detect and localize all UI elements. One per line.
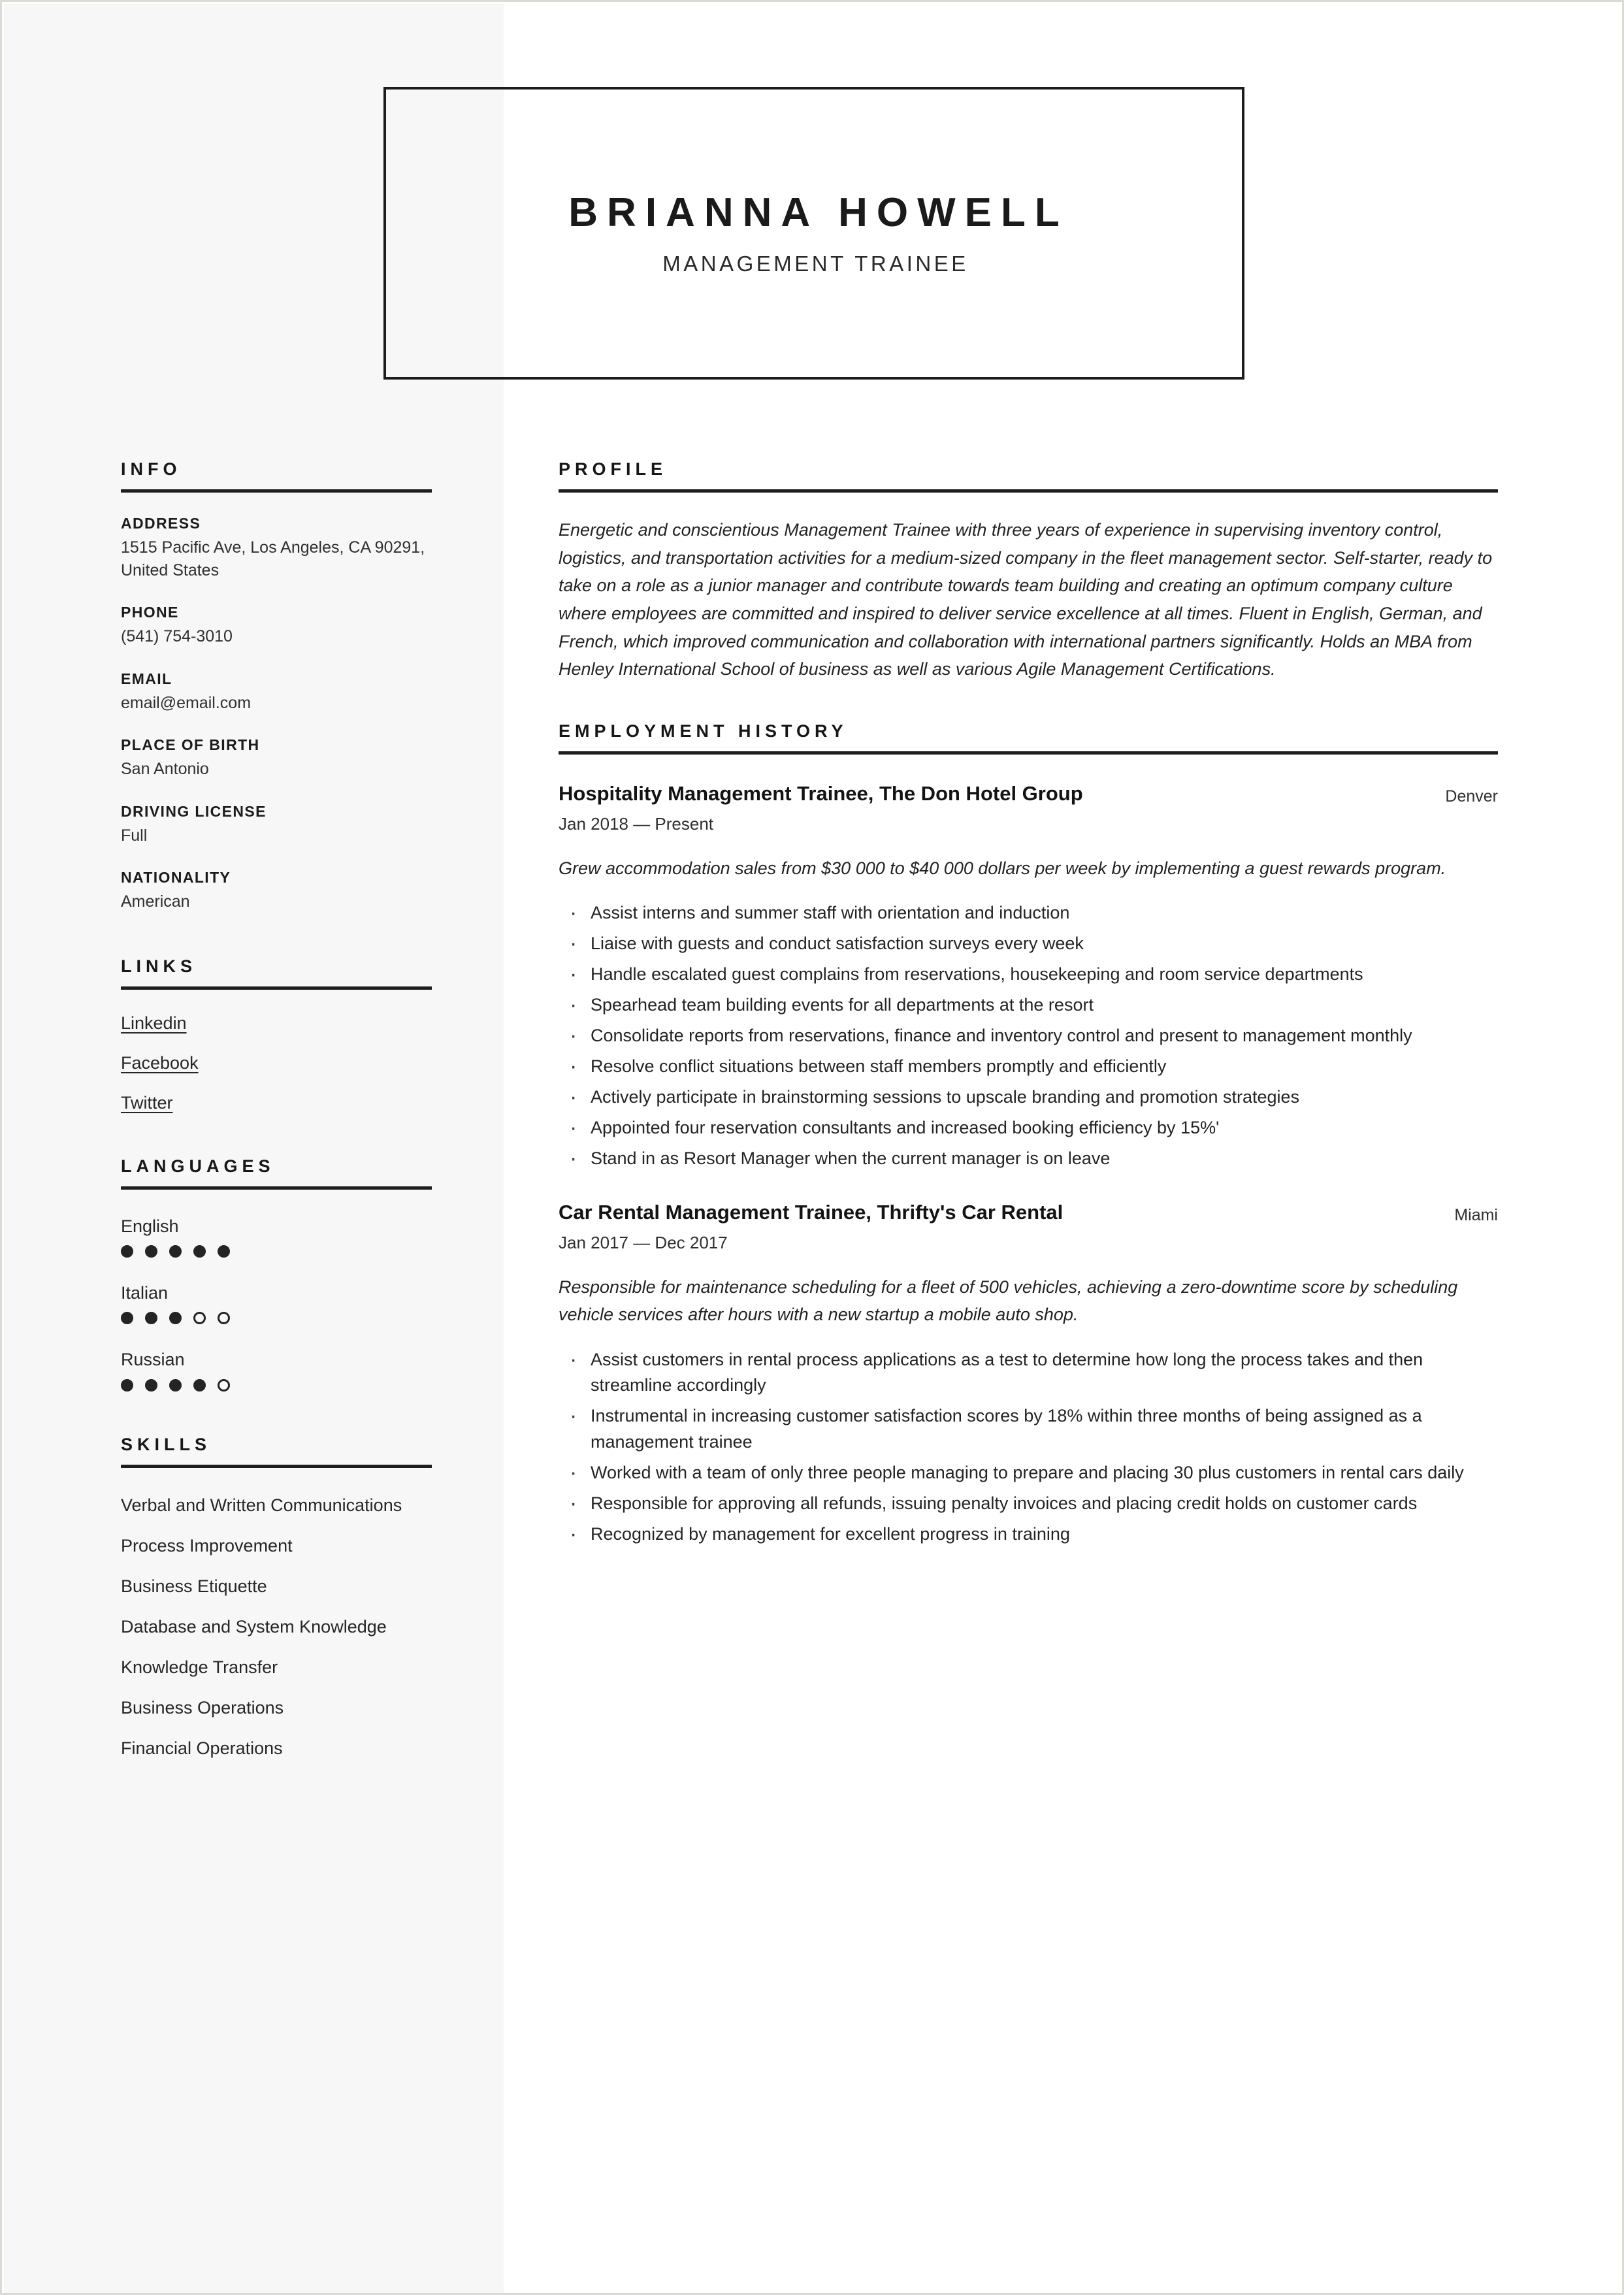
rating-dot-filled-icon bbox=[145, 1245, 157, 1258]
main-content bbox=[559, 459, 1498, 1586]
job-bullet: · Stand in as Resort Manager when the current manager is on leave bbox=[559, 1146, 1498, 1172]
job-bullet-list bbox=[559, 900, 1498, 1172]
info-heading: INFO bbox=[121, 459, 182, 479]
job-bullet: · Handle escalated guest complains from reservations, housekeeping and room service departments bbox=[559, 962, 1498, 988]
job-bullet: · Actively participate in brainstorming sessions to upscale branding and promotion strategies bbox=[559, 1084, 1498, 1111]
job-dates: Jan 2017 — Dec 2017 bbox=[559, 1232, 728, 1252]
rating-dot-filled-icon bbox=[193, 1245, 206, 1258]
job-dates: Jan 2018 — Present bbox=[559, 813, 714, 834]
info-label: PLACE OF BIRTH bbox=[121, 736, 260, 754]
language-rating bbox=[121, 1312, 432, 1324]
info-label: DRIVING LICENSE bbox=[121, 802, 267, 820]
skill-item: Business Etiquette bbox=[121, 1576, 267, 1597]
employment-entry bbox=[559, 781, 1498, 1172]
rating-dot-empty-icon bbox=[218, 1312, 230, 1324]
candidate-role: MANAGEMENT TRAINEE bbox=[662, 251, 969, 276]
language-item bbox=[121, 1349, 432, 1391]
info-item-driving-license bbox=[121, 803, 432, 847]
rating-dot-filled-icon bbox=[169, 1379, 182, 1392]
skill-item: Verbal and Written Communications bbox=[121, 1495, 402, 1515]
skills-heading: SKILLS bbox=[121, 1434, 212, 1454]
job-bullet: · Consolidate reports from reservations, finance and inventory control and present to management monthly bbox=[559, 1023, 1498, 1049]
job-bullet: · Worked with a team of only three people managing to prepare and placing 30 plus customers in rental cars daily bbox=[559, 1460, 1498, 1486]
links-rule bbox=[121, 986, 432, 990]
rating-dot-filled-icon bbox=[169, 1245, 182, 1258]
info-section bbox=[121, 459, 432, 913]
info-item-nationality bbox=[121, 869, 432, 913]
job-bullet: · Instrumental in increasing customer satisfaction scores by 18% within three months of being assigned as a management trainee bbox=[559, 1403, 1498, 1456]
info-value: American bbox=[121, 892, 190, 911]
info-label: EMAIL bbox=[121, 670, 172, 687]
link-twitter[interactable]: Twitter bbox=[121, 1092, 173, 1113]
candidate-name: BRIANNA HOWELL bbox=[568, 189, 1069, 235]
name-header-box bbox=[383, 87, 1244, 380]
rating-dot-filled-icon bbox=[121, 1379, 133, 1392]
rating-dot-empty-icon bbox=[218, 1379, 230, 1392]
job-bullet: · Spearhead team building events for all departments at the resort bbox=[559, 992, 1498, 1018]
language-rating bbox=[121, 1245, 432, 1258]
rating-dot-filled-icon bbox=[169, 1312, 182, 1324]
job-bullet: · Assist customers in rental process applications as a test to determine how long the process takes and then streamline accordingly bbox=[559, 1347, 1498, 1399]
job-city: Denver bbox=[1445, 787, 1498, 806]
rating-dot-filled-icon bbox=[145, 1379, 157, 1392]
language-item bbox=[121, 1282, 432, 1324]
rating-dot-filled-icon bbox=[193, 1379, 206, 1392]
job-bullet: · Recognized by management for excellent progress in training bbox=[559, 1522, 1498, 1548]
languages-section bbox=[121, 1156, 432, 1392]
skill-item: Process Improvement bbox=[121, 1535, 293, 1555]
info-value: San Antonio bbox=[121, 760, 209, 779]
job-summary: Responsible for maintenance scheduling for a fleet of 500 vehicles, achieving a zero-downtime score by scheduling vehicle services after hours with a new startup a mobile auto shop. bbox=[559, 1277, 1458, 1325]
info-item-email bbox=[121, 670, 432, 715]
rating-dot-filled-icon bbox=[145, 1312, 157, 1324]
rating-dot-empty-icon bbox=[193, 1312, 206, 1324]
sidebar-content bbox=[121, 459, 432, 1761]
info-label: NATIONALITY bbox=[121, 869, 231, 887]
info-item-place-of-birth bbox=[121, 736, 432, 781]
job-bullet-list bbox=[559, 1347, 1498, 1548]
info-list bbox=[121, 515, 432, 913]
employment-heading: EMPLOYMENT HISTORY bbox=[559, 721, 848, 741]
profile-rule bbox=[559, 489, 1498, 493]
job-bullet: · Liaise with guests and conduct satisfaction surveys every week bbox=[559, 931, 1498, 957]
links-heading: LINKS bbox=[121, 956, 197, 976]
language-name: English bbox=[121, 1216, 179, 1236]
skill-item: Knowledge Transfer bbox=[121, 1657, 278, 1678]
info-label: ADDRESS bbox=[121, 515, 201, 532]
language-name: Italian bbox=[121, 1283, 169, 1303]
job-title: Car Rental Management Trainee, Thrifty's Car Rental bbox=[559, 1201, 1064, 1224]
language-name: Russian bbox=[121, 1350, 185, 1370]
profile-section bbox=[559, 459, 1498, 683]
languages-heading: LANGUAGES bbox=[121, 1156, 275, 1176]
rating-dot-filled-icon bbox=[121, 1245, 133, 1258]
skills-list bbox=[121, 1494, 432, 1761]
job-bullet: · Appointed four reservation consultants and increased booking efficiency by 15%' bbox=[559, 1115, 1498, 1141]
languages-rule bbox=[121, 1186, 432, 1190]
employment-rule bbox=[559, 751, 1498, 755]
rating-dot-filled-icon bbox=[218, 1245, 230, 1258]
job-summary: Grew accommodation sales from $30 000 to $40 000 dollars per week by implementing a guest rewards program. bbox=[559, 858, 1446, 879]
job-title: Hospitality Management Trainee, The Don Hotel Group bbox=[559, 782, 1083, 806]
job-city: Miami bbox=[1454, 1206, 1498, 1225]
employment-list bbox=[559, 781, 1498, 1548]
job-bullet: · Assist interns and summer staff with orientation and induction bbox=[559, 900, 1498, 926]
info-value: (541) 754-3010 bbox=[121, 627, 233, 646]
employment-entry-header bbox=[559, 781, 1498, 809]
info-item-address bbox=[121, 515, 432, 581]
info-value: email@email.com bbox=[121, 693, 252, 712]
info-value: 1515 Pacific Ave, Los Angeles, CA 90291, United States bbox=[121, 538, 425, 579]
profile-heading: PROFILE bbox=[559, 459, 668, 479]
profile-text: Energetic and conscientious Management Trainee with three years of experience in supervising inventory control, logistics, and transportation activities for a medium-sized company in the fleet management sector. Self-starter, ready to take on a role as a junior manager and contribute towards team building and creating an optimum company culture where employees are committed and inspired to deliver service excellence at all times. Fluent in English, German, and French, which improved communication and collaboration with international partners significantly. Holds an MBA from Henley International School of business as well as various Agile Management Certifications. bbox=[559, 520, 1493, 679]
skill-item: Financial Operations bbox=[121, 1738, 283, 1759]
skills-section bbox=[121, 1435, 432, 1761]
info-value: Full bbox=[121, 826, 148, 845]
skill-item: Database and System Knowledge bbox=[121, 1617, 387, 1637]
employment-section bbox=[559, 721, 1498, 1548]
employment-entry-header bbox=[559, 1199, 1498, 1228]
info-label: PHONE bbox=[121, 604, 179, 621]
skill-item: Business Operations bbox=[121, 1698, 284, 1718]
rating-dot-filled-icon bbox=[121, 1312, 133, 1324]
language-rating bbox=[121, 1379, 432, 1392]
links-list bbox=[121, 1013, 432, 1113]
link-linkedin[interactable]: Linkedin bbox=[121, 1013, 187, 1033]
link-facebook[interactable]: Facebook bbox=[121, 1052, 199, 1073]
info-rule bbox=[121, 489, 432, 493]
job-bullet: · Responsible for approving all refunds, issuing penalty invoices and placing credit holds on customer cards bbox=[559, 1491, 1498, 1517]
skills-rule bbox=[121, 1465, 432, 1468]
employment-entry bbox=[559, 1199, 1498, 1548]
info-item-phone bbox=[121, 604, 432, 648]
links-section bbox=[121, 956, 432, 1113]
language-item bbox=[121, 1216, 432, 1258]
job-bullet: · Resolve conflict situations between staff members promptly and efficiently bbox=[559, 1054, 1498, 1080]
languages-list bbox=[121, 1216, 432, 1392]
